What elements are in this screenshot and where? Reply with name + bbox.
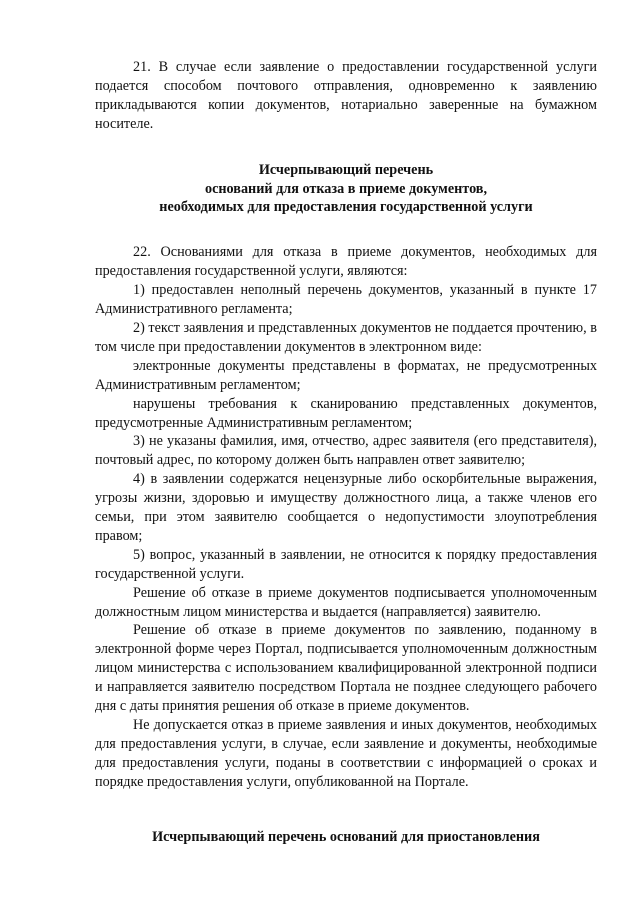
list-item-1: 1) предоставлен неполный перечень документов, указанный в пункте 17 Административного регламента; xyxy=(95,282,597,318)
list-item-2: 2) текст заявления и представленных документов не поддается прочтению, в том числе при предоставлении документов в электронном виде: xyxy=(95,319,597,355)
heading-line-2: оснований для отказа в приеме документов, xyxy=(204,180,488,197)
heading-suspension-grounds: Исчерпывающий перечень оснований для приостановления xyxy=(152,828,540,845)
list-item-2-sub-1: электронные документы представлены в форматах, не предусмотренных Административным регламентом; xyxy=(95,357,597,393)
paragraph-22: 22. Основаниями для отказа в приеме документов, необходимых для предоставления государственной услуги, являются: xyxy=(95,244,597,280)
paragraph-21: 21. В случае если заявление о предоставлении государственной услуги подается способом почтового отправления, одновременно к заявлению прикладываются копии документов, нотариально заверенные на бумажном носителе. xyxy=(95,59,597,132)
paragraph-decision-portal: Решение об отказе в приеме документов по заявлению, поданному в электронной форме через Портал, подписывается уполномоченным должностным лицом министерства с использованием квалифицированной электронной подписи и направляется заявителю посредством Портала не позднее следующего рабочего дня с даты принятия решения об отказе в приеме документов. xyxy=(95,622,597,715)
paragraph-decision-signing: Решение об отказе в приеме документов подписывается уполномоченным должностным лицом министерства и выдается (направляется) заявителю. xyxy=(95,584,597,620)
list-item-5: 5) вопрос, указанный в заявлении, не относится к порядку предоставления государственной услуги. xyxy=(95,546,597,582)
list-item-4: 4) в заявлении содержатся нецензурные либо оскорбительные выражения, угрозы жизни, здоровью и имуществу должностного лица, а также членов его семьи, при этом заявителю сообщается о недопустимости злоупотребления правом; xyxy=(95,471,597,544)
list-item-2-sub-2: нарушены требования к сканированию представленных документов, предусмотренные Административным регламентом; xyxy=(95,395,597,431)
heading-line-3: необходимых для предоставления государственной услуги xyxy=(159,199,533,216)
heading-refusal-grounds xyxy=(95,161,597,218)
heading-line-1: Исчерпывающий перечень xyxy=(258,161,434,178)
paragraph-not-allowed: Не допускается отказ в приеме заявления и иных документов, необходимых для предоставления услуги, в случае, если заявление и документы, необходимые для предоставления услуги, поданы в соответствии с информацией о сроках и порядке предоставления услуги, опубликованной на Портале. xyxy=(95,717,597,790)
list-item-3: 3) не указаны фамилия, имя, отчество, адрес заявителя (его представителя), почтовый адрес, по которому должен быть направлен ответ заявителю; xyxy=(95,433,597,469)
